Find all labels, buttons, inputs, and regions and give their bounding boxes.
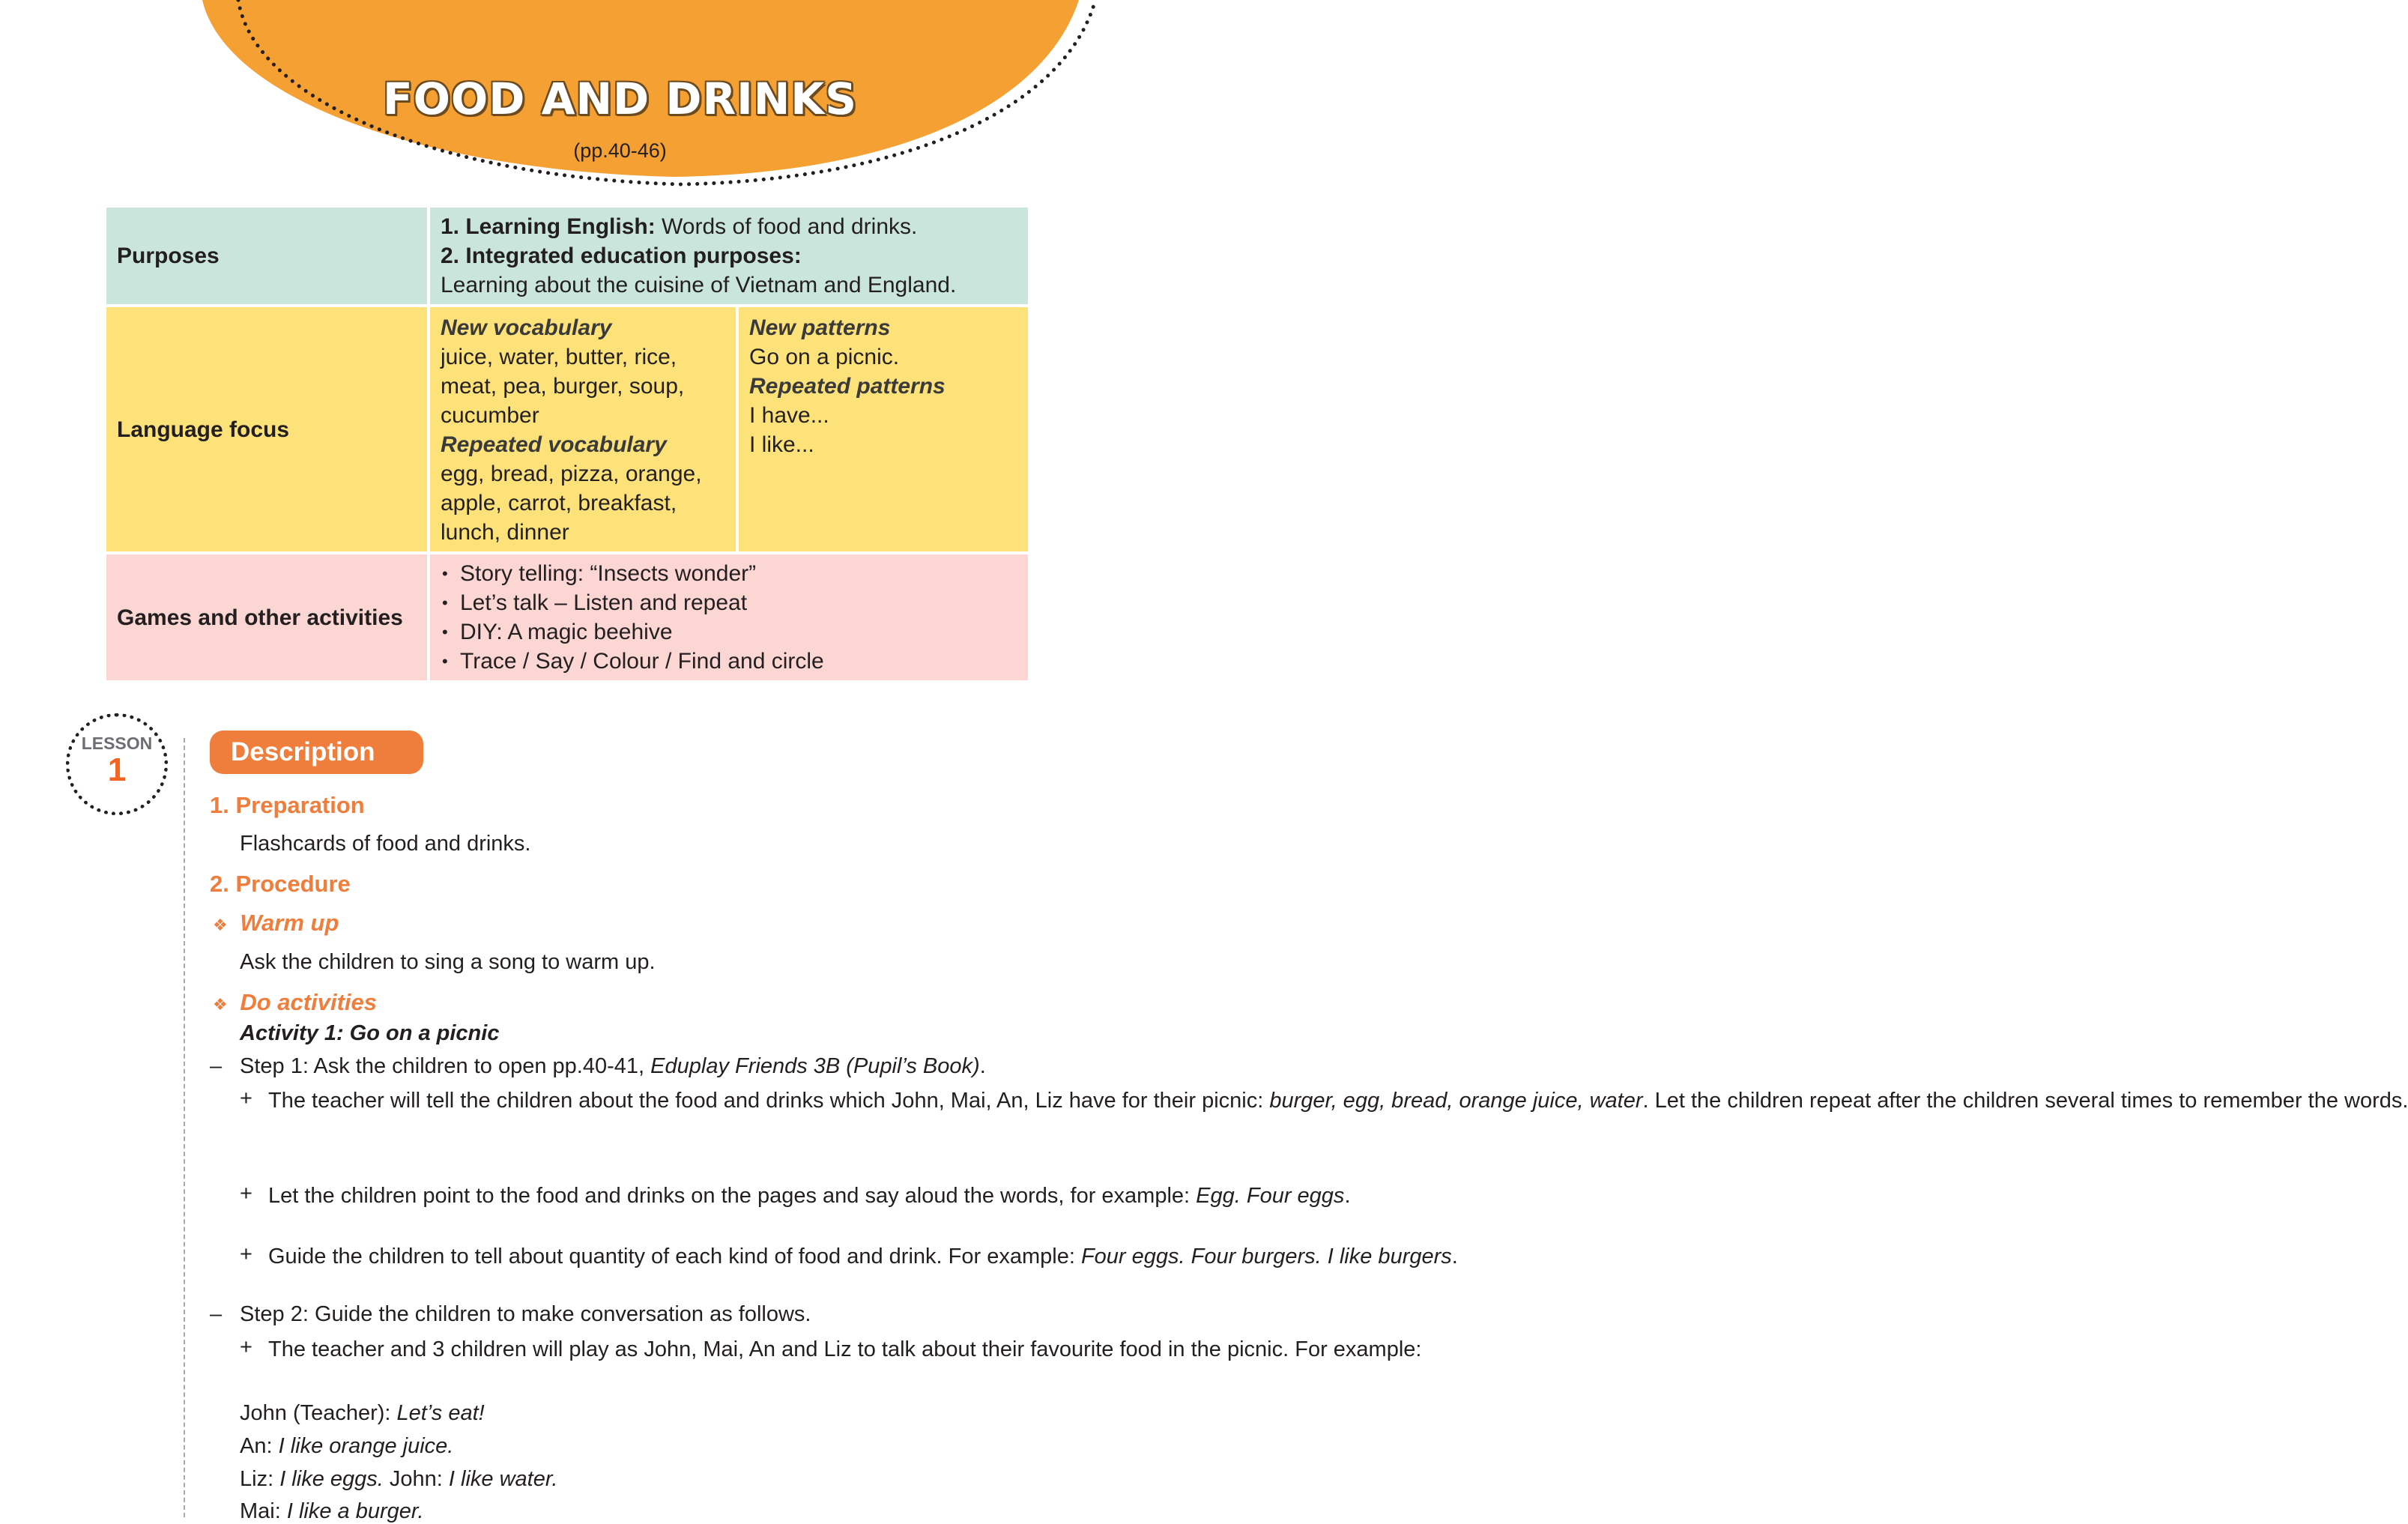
dialog-text: Let’s eat!	[397, 1401, 485, 1425]
dialog-text: I like orange juice.	[279, 1434, 454, 1458]
dialog-speaker: An:	[240, 1434, 279, 1458]
lesson-number: 1	[70, 754, 164, 787]
dialog-line	[240, 1499, 424, 1524]
games-label: Games and other activities	[106, 554, 427, 680]
purpose-2-label: 2. Integrated education purposes:	[441, 241, 1017, 270]
warmup-text: Ask the children to sing a song to warm up.	[240, 950, 656, 975]
description-heading: Description	[210, 731, 423, 774]
preparation-heading: 1. Preparation	[210, 792, 365, 819]
procedure-heading: 2. Procedure	[210, 871, 351, 898]
step-2-text: Step 2: Guide the children to make conversation as follows.	[240, 1302, 811, 1327]
plus-bullet: +	[240, 1242, 252, 1267]
point-1-words: burger, egg, bread, orange juice, water	[1269, 1089, 1642, 1113]
purposes-row	[106, 208, 1028, 304]
repeated-pattern-2: I like...	[749, 430, 1017, 459]
page-range: (pp.40-46)	[0, 139, 1240, 163]
diamond-bullet-icon: ❖	[213, 916, 228, 934]
dash-bullet: –	[210, 1054, 222, 1079]
point-2-text: Let the children point to the food and drinks on the pages and say aloud the words, for example:	[268, 1184, 1196, 1208]
repeated-vocabulary-label: Repeated vocabulary	[441, 430, 725, 459]
dialog-text: I like a burger.	[287, 1499, 424, 1523]
new-vocabulary-list: juice, water, butter, rice, meat, pea, burger, soup, cucumber	[441, 342, 725, 430]
dialog-line	[240, 1401, 485, 1426]
warmup-heading	[213, 910, 339, 937]
language-focus-row	[106, 307, 1028, 551]
warmup-label: Warm up	[240, 910, 339, 936]
dialog-speaker: John:	[384, 1467, 449, 1491]
overview-table	[103, 205, 1031, 683]
step-1	[240, 1054, 986, 1079]
point-2-end: .	[1344, 1184, 1350, 1208]
step-1-point-1	[268, 1086, 1017, 1115]
step-2-point-1: The teacher and 3 children will play as John, Mai, An and Liz to talk about their favourite food in the picnic. For example:	[268, 1335, 1017, 1364]
step-1-end: .	[980, 1054, 986, 1078]
step-1-text: Step 1: Ask the children to open pp.40-41,	[240, 1054, 650, 1078]
lesson-word: LESSON	[70, 734, 164, 754]
step-1-point-3	[268, 1242, 1017, 1271]
purpose-1-label: 1. Learning English:	[441, 214, 656, 239]
new-patterns-label: New patterns	[749, 313, 1017, 342]
patterns-cell	[739, 307, 1028, 551]
language-focus-label: Language focus	[106, 307, 427, 551]
plus-bullet: +	[240, 1086, 252, 1111]
dialog-text: I like water.	[449, 1467, 558, 1491]
point-1-text-end: . Let the children repeat after the children several times to remember the words.	[1643, 1089, 2408, 1113]
plus-bullet: +	[240, 1335, 252, 1360]
games-list-item: • Trace / Say / Colour / Find and circle	[460, 647, 1017, 676]
lesson-divider	[184, 738, 185, 1517]
games-list-item: • Story telling: “Insects wonder”	[460, 559, 1017, 588]
purposes-cell	[430, 208, 1028, 304]
dialog-line	[240, 1434, 453, 1459]
diamond-bullet-icon: ❖	[213, 995, 228, 1014]
games-row	[106, 554, 1028, 680]
activity-title: Activity 1: Go on a picnic	[240, 1021, 499, 1046]
games-list-item: • DIY: A magic beehive	[460, 617, 1017, 647]
preparation-text: Flashcards of food and drinks.	[240, 832, 530, 856]
games-list	[441, 559, 1017, 676]
point-3-example: Four eggs. Four burgers. I like burgers	[1081, 1245, 1452, 1269]
do-activities-heading	[213, 989, 377, 1016]
point-1-text: The teacher will tell the children about the food and drinks which John, Mai, An, Liz have for their picnic:	[268, 1089, 1269, 1113]
point-3-end: .	[1452, 1245, 1458, 1269]
dialog-speaker: John (Teacher):	[240, 1401, 397, 1425]
lesson-badge	[66, 713, 168, 815]
games-cell	[430, 554, 1028, 680]
games-list-item: • Let’s talk – Listen and repeat	[460, 588, 1017, 617]
do-activities-label: Do activities	[240, 989, 377, 1015]
step-1-point-2	[268, 1182, 1017, 1210]
dash-bullet: –	[210, 1302, 222, 1327]
repeated-pattern-1: I have...	[749, 401, 1017, 430]
dialog-speaker: Mai:	[240, 1499, 287, 1523]
repeated-vocabulary-list: egg, bread, pizza, orange, apple, carrot, breakfast, lunch, dinner	[441, 459, 725, 547]
repeated-patterns-label: Repeated patterns	[749, 372, 1017, 401]
page-title: FOOD AND DRINKS	[0, 73, 1240, 124]
dialog-line	[240, 1467, 557, 1492]
plus-bullet: +	[240, 1182, 252, 1206]
purpose-2-text: Learning about the cuisine of Vietnam and England.	[441, 270, 1017, 300]
purpose-1-text: Words of food and drinks.	[656, 214, 918, 239]
point-2-example: Egg. Four eggs	[1196, 1184, 1344, 1208]
purposes-label: Purposes	[106, 208, 427, 304]
point-3-text: Guide the children to tell about quantity of each kind of food and drink. For example:	[268, 1245, 1081, 1269]
step-1-book: Eduplay Friends 3B (Pupil’s Book)	[650, 1054, 980, 1078]
dialog-speaker: Liz:	[240, 1467, 279, 1491]
dialog-text: I like eggs.	[279, 1467, 384, 1491]
vocabulary-cell	[430, 307, 736, 551]
new-pattern: Go on a picnic.	[749, 342, 1017, 372]
new-vocabulary-label: New vocabulary	[441, 313, 725, 342]
